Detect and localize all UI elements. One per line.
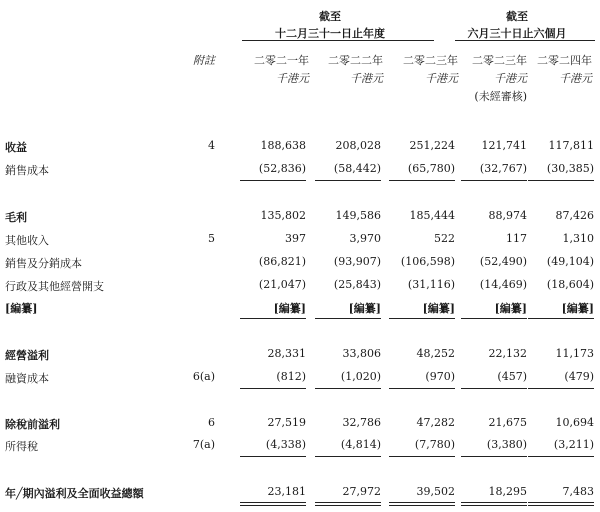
col-header-2024-interim: 二零二四年 [537, 54, 592, 67]
subtotal-line [461, 388, 527, 389]
row-label-total-comprehensive-income: 年╱期內溢利及全面收益總額 [5, 487, 144, 500]
col-header-2023: 二零二三年 [403, 54, 458, 67]
subtotal-line [528, 180, 594, 181]
row-note-income-tax: 7(a) [192, 438, 215, 451]
row-label-finance-costs: 融資成本 [5, 372, 49, 385]
table-cell: 397 [285, 232, 306, 245]
table-cell: 48,252 [416, 347, 455, 360]
table-cell: (7,780) [414, 438, 455, 451]
total-double-line [528, 502, 594, 506]
col-unit-2023-interim: 千港元 [494, 72, 527, 85]
table-cell: 23,181 [267, 485, 306, 498]
table-cell: (58,442) [333, 162, 381, 175]
row-note-profit-before-tax: 6 [208, 416, 215, 429]
table-cell: (14,469) [479, 278, 527, 291]
table-cell: [編纂] [348, 302, 381, 315]
table-cell: 1,310 [562, 232, 594, 245]
table-cell: (4,338) [265, 438, 306, 451]
table-cell: 28,331 [267, 347, 306, 360]
table-cell: (31,116) [407, 278, 455, 291]
table-cell: (21,047) [258, 278, 306, 291]
row-label-selling-distribution: 銷售及分銷成本 [5, 257, 82, 270]
total-double-line [461, 502, 527, 506]
table-cell: 149,586 [335, 209, 381, 222]
group2-underline [455, 40, 595, 41]
col-header-2023-interim: 二零二三年 [472, 54, 527, 67]
table-cell: [編纂] [494, 302, 527, 315]
subtotal-line [315, 318, 381, 319]
row-label-revenue: 收益 [5, 141, 27, 154]
row-label-cost-of-sales: 銷售成本 [5, 164, 49, 177]
table-cell: 10,694 [555, 416, 594, 429]
col-unit-2022: 千港元 [350, 72, 383, 85]
subtotal-line [240, 456, 306, 457]
table-cell: (479) [564, 370, 594, 383]
table-cell: 11,173 [555, 347, 594, 360]
row-label-income-tax: 所得稅 [5, 440, 38, 453]
table-cell: [編纂] [273, 302, 306, 315]
col-unit-2021: 千港元 [276, 72, 309, 85]
table-cell: 21,675 [488, 416, 527, 429]
subtotal-line [240, 180, 306, 181]
group2-subtitle: 六月三十日止六個月 [467, 27, 567, 40]
table-cell: 185,444 [409, 209, 455, 222]
table-cell: (25,843) [333, 278, 381, 291]
unaudited-label: (未經審核) [474, 90, 527, 103]
total-double-line [389, 502, 455, 506]
row-label-redacted: [編纂] [5, 302, 38, 315]
col-header-2022: 二零二二年 [328, 54, 383, 67]
subtotal-line [528, 456, 594, 457]
table-cell: (32,767) [479, 162, 527, 175]
subtotal-line [389, 180, 455, 181]
table-cell: 39,502 [416, 485, 455, 498]
table-cell: 135,802 [260, 209, 306, 222]
note-column-header: 附註 [193, 54, 215, 67]
table-cell: 47,282 [416, 416, 455, 429]
table-cell: 208,028 [335, 139, 381, 152]
subtotal-line [461, 318, 527, 319]
row-label-operating-profit: 經營溢利 [5, 349, 49, 362]
row-note-finance-costs: 6(a) [192, 370, 215, 383]
group1-subtitle: 十二月三十一日止年度 [275, 27, 385, 40]
table-cell: (52,836) [258, 162, 306, 175]
col-unit-2024-interim: 千港元 [559, 72, 592, 85]
table-cell: 88,974 [488, 209, 527, 222]
subtotal-line [389, 456, 455, 457]
subtotal-line [240, 318, 306, 319]
total-double-line [240, 502, 306, 506]
table-cell: [編纂] [561, 302, 594, 315]
table-cell: 522 [434, 232, 455, 245]
table-cell: (1,020) [340, 370, 381, 383]
table-cell: 117 [506, 232, 527, 245]
table-cell: (93,907) [333, 255, 381, 268]
table-cell: (3,211) [553, 438, 594, 451]
table-cell: 27,972 [342, 485, 381, 498]
row-label-profit-before-tax: 除稅前溢利 [5, 418, 60, 431]
table-cell: (86,821) [258, 255, 306, 268]
row-label-gross-profit: 毛利 [5, 211, 27, 224]
table-cell: (30,385) [546, 162, 594, 175]
table-cell: 18,295 [488, 485, 527, 498]
subtotal-line [240, 388, 306, 389]
table-cell: (3,380) [486, 438, 527, 451]
row-note-revenue: 4 [208, 139, 215, 152]
subtotal-line [528, 388, 594, 389]
subtotal-line [461, 180, 527, 181]
table-cell: 188,638 [260, 139, 306, 152]
row-label-admin-expenses: 行政及其他經營開支 [5, 280, 104, 293]
table-cell: (970) [425, 370, 455, 383]
col-unit-2023: 千港元 [425, 72, 458, 85]
table-cell: 33,806 [342, 347, 381, 360]
total-double-line [315, 502, 381, 506]
subtotal-line [389, 388, 455, 389]
table-cell: (65,780) [407, 162, 455, 175]
table-cell: (812) [276, 370, 306, 383]
table-cell: [編纂] [422, 302, 455, 315]
subtotal-line [315, 456, 381, 457]
table-cell: 27,519 [267, 416, 306, 429]
table-cell: 117,811 [548, 139, 594, 152]
table-cell: 121,741 [481, 139, 527, 152]
table-cell: 251,224 [409, 139, 455, 152]
subtotal-line [389, 318, 455, 319]
table-cell: (457) [497, 370, 527, 383]
table-cell: 7,483 [562, 485, 594, 498]
group2-title: 截至 [506, 10, 528, 23]
row-note-other-income: 5 [208, 232, 215, 245]
group1-underline [242, 40, 434, 41]
col-header-2021: 二零二一年 [254, 54, 309, 67]
table-cell: (18,604) [546, 278, 594, 291]
table-cell: 32,786 [342, 416, 381, 429]
row-label-other-income: 其他收入 [5, 234, 49, 247]
table-cell: 22,132 [488, 347, 527, 360]
subtotal-line [315, 388, 381, 389]
group1-title: 截至 [319, 10, 341, 23]
table-cell: (52,490) [479, 255, 527, 268]
subtotal-line [528, 318, 594, 319]
table-cell: (106,598) [400, 255, 455, 268]
table-cell: (4,814) [340, 438, 381, 451]
subtotal-line [461, 456, 527, 457]
table-cell: (49,104) [546, 255, 594, 268]
table-cell: 3,970 [349, 232, 381, 245]
table-cell: 87,426 [555, 209, 594, 222]
subtotal-line [315, 180, 381, 181]
